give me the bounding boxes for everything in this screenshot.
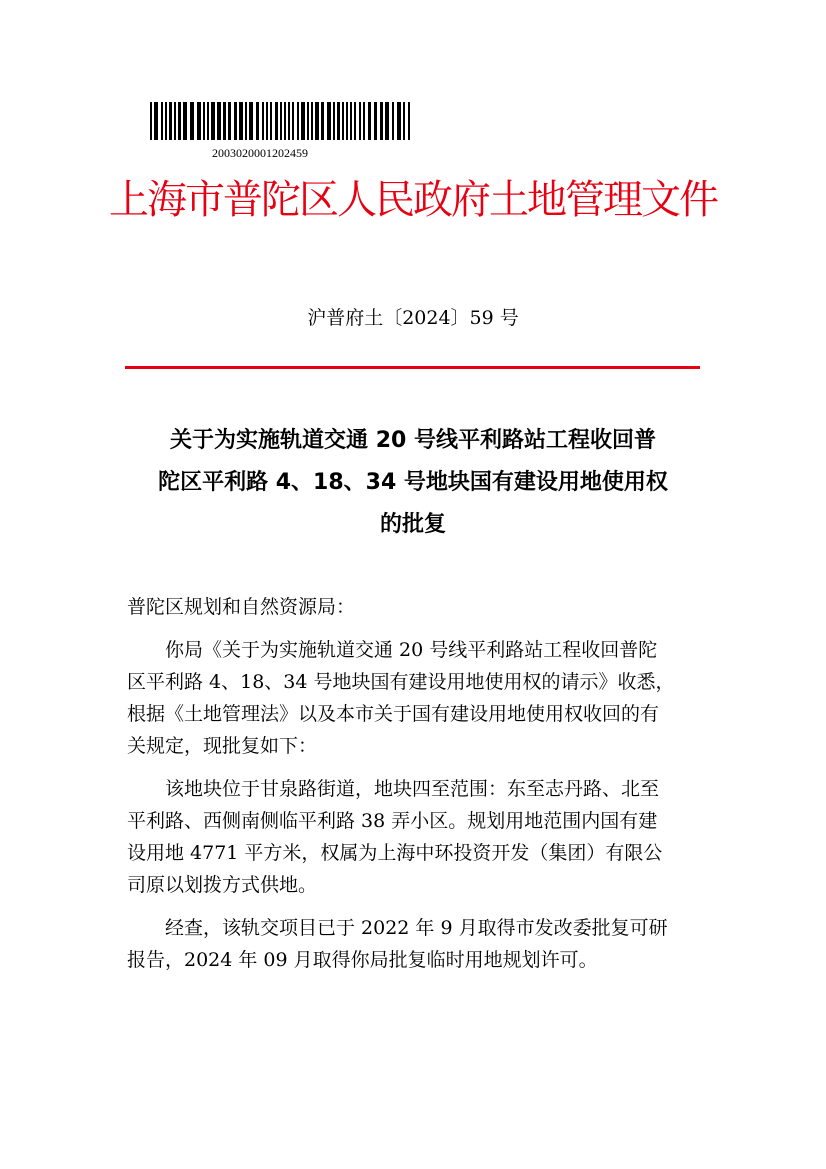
paragraph-line: 你局《关于为实施轨道交通 20 号线平利路站工程收回普陀 (165, 639, 658, 661)
paragraph (127, 773, 702, 901)
paragraph (127, 634, 702, 762)
barcode-number: 2003020001202459 (212, 146, 308, 160)
title-line: 的批复 (379, 512, 446, 537)
paragraph-line: 平利路、西侧南侧临平利路 38 弄小区。规划用地范围内国有建 (127, 810, 658, 832)
red-separator-line (125, 366, 700, 369)
document-body (127, 591, 702, 976)
paragraph-line: 关规定，现批复如下： (127, 735, 318, 757)
document-title (120, 420, 706, 546)
paragraph-line: 设用地 4771 平方米，权属为上海中环投资开发（集团）有限公 (127, 842, 663, 864)
document-number: 沪普府土〔2024〕59 号 (307, 307, 519, 329)
salutation: 普陀区规划和自然资源局： (127, 596, 356, 618)
barcode-bar (410, 102, 412, 140)
paragraph-line: 司原以划拨方式供地。 (127, 874, 318, 896)
barcode (150, 102, 412, 140)
paragraph-line: 根据《土地管理法》以及本市关于国有建设用地使用权收回的有 (127, 703, 660, 725)
title-line: 陀区平利路 4、18、34 号地块国有建设用地使用权 (158, 470, 668, 495)
paragraph-line: 报告，2024 年 09 月取得你局批复临时用地规划许可。 (127, 949, 598, 971)
paragraph-line: 经查，该轨交项目已于 2022 年 9 月取得市发改委批复可研 (165, 917, 668, 939)
title-line: 关于为实施轨道交通 20 号线平利路站工程收回普 (170, 428, 656, 453)
paragraph-line: 该地块位于甘泉路街道，地块四至范围：东至志丹路、北至 (165, 778, 660, 800)
document-issuer-header: 上海市普陀区人民政府土地管理文件 (109, 177, 717, 223)
paragraph-line: 区平利路 4、18、34 号地块国有建设用地使用权的请示》收悉， (127, 671, 675, 693)
paragraph (127, 912, 702, 976)
